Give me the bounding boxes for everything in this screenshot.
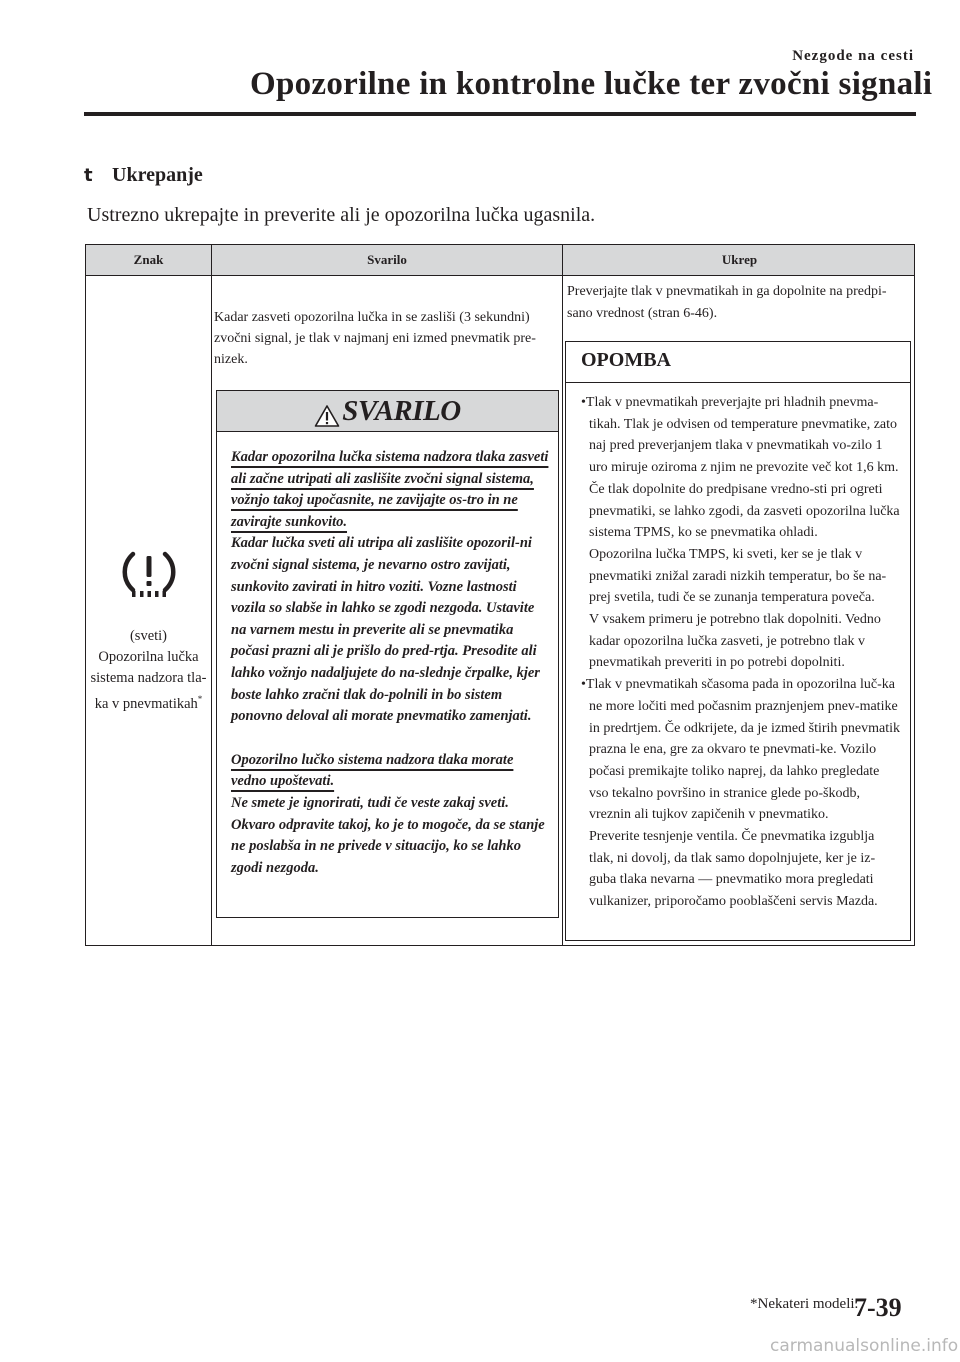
warning-paragraph <box>231 447 549 728</box>
page-title: Opozorilne in kontrolne lučke ter zvočni signali <box>250 66 933 102</box>
warning-emphasis: Kadar opozorilna lučka sistema nadzora tlaka zasveti ali začne utripati ali zaslišite zvočni signal sistema, vožnjo takoj upočasnite, ne zavijajte os-tro in ne zavirajte sunkovito. <box>231 449 549 530</box>
column-divider <box>211 245 212 945</box>
svarilo-description: Kadar zasveti opozorilna lučka in se zasliši (3 sekundni) zvočni signal, je tlak v najmanj eni izmed pnevmatik pre-nizek. <box>214 310 536 367</box>
header-svarilo: Svarilo <box>367 252 407 267</box>
warning-body <box>231 447 549 879</box>
note-title: OPOMBA <box>581 349 671 371</box>
symbol-caption-line: (sveti) <box>129 628 168 644</box>
title-rule <box>84 112 916 116</box>
ukrep-description: Preverjajte tlak v pnevmatikah in ga dopolnite na predpi-sano vrednost (stran 6-46). <box>567 284 887 321</box>
warning-title: SVARILO <box>342 395 461 427</box>
symbol-caption-line: sistema nadzora tla- <box>90 670 207 686</box>
symbol-caption <box>86 626 211 715</box>
section-title: Ukrepanje <box>112 164 203 186</box>
note-header <box>566 342 910 383</box>
watermark: carmanualsonline.info <box>770 1336 959 1356</box>
chapter-label: Nezgode na cesti <box>792 48 914 64</box>
warning-paragraph <box>231 750 549 880</box>
warning-text: Kadar lučka sveti ali utripa ali zaslišite opozoril-ni zvočni signal sistema, je nevarno ostro zavijati, sunkovito zavirati in hitro voziti. Vozne lastnosti vozila so slabše in lahko se zgodi nezgoda. Ustavite na varnem mestu in preverite ali se pnevmatika počasi prazni ali je prišlo do pred-rtja. Presodite ali lahko vožnjo nadaljujete do na-slednje črpalke, kjer boste lahko zračni tlak do-polnili in bo sistem ponovno deloval ali morate pnevmatiko zamenjati. <box>231 535 540 725</box>
header-znak: Znak <box>133 252 164 267</box>
note-bullet: •Tlak v pnevmatikah sčasoma pada in opozorilna luč-ka ne more ločiti med počasnim praznjenjem pnev-matike in predrtjem. Če odkrijete, da je izmed štirih pnevmatik prazna le ena, gre za okvaro te pnevmati-ke. Vozilo počasi premikajte toliko naprej, da lahko pregledate vso tekalno površino in stranice glede po-škodb, vreznin ali tujkov zapičenih v pnevmatiko. <box>581 677 901 823</box>
warning-box <box>216 390 559 918</box>
warning-triangle-icon <box>314 404 340 428</box>
symbol-caption-line: Opozorilna lučka <box>98 649 199 665</box>
warning-emphasis: Opozorilno lučko sistema nadzora tlaka morate vedno upoštevati. <box>231 751 514 790</box>
warning-text: Ne smete je ignorirati, tudi če veste zakaj sveti. Okvaro odpravite takoj, ko je to mogoče, da se stanje ne poslabša in ne privede v situacijo, ko se lahko zgodi nezgoda. <box>231 794 545 876</box>
action-table <box>85 244 915 946</box>
page-number: 7-39 <box>854 1293 902 1322</box>
note-paragraph: Preverite tesnjenje ventila. Če pnevmatika izgublja tlak, ni dovolj, da tlak samo dopolnjujete, ker je iz-guba tlaka nevarna ― pnevmatiko mora pregledati vulkanizer, priporočamo pooblaščeni servis Mazda. <box>589 829 878 910</box>
column-divider <box>562 245 563 945</box>
note-paragraph: V vsakem primeru je potrebno tlak dopolniti. Vedno kadar opozorilna lučka zasveti, je potrebno tlak v pnevmatikah preveriti in po potrebi dopolniti. <box>589 612 881 671</box>
note-bullet: •Tlak v pnevmatikah preverjajte pri hladnih pnevma-tikah. Tlak je odvisen od temperature pnevmatike, zato naj pred preverjanjem tlaka v pnevmatikah vo-zilo 1 uro miruje oziroma z njim ne prevozite več kot 1,6 km. Če tlak dopolnite do predpisane vredno-sti pri ogreti pnevmatiki, se lahko zgodi, da zasveti opozorilna lučka sistema TPMS, ko se pnevmatika ohladi. <box>581 395 900 541</box>
note-paragraph: Opozorilna lučka TMPS, ki sveti, ker se je tlak v pnevmatiki znižal zaradi nizkih temperatur, bo še na-prej svetila, tudi če se zunanja temperatura poveča. <box>589 546 887 606</box>
footnote-marker: * <box>197 694 203 704</box>
section-intro: Ustrezno ukrepajte in preverite ali je opozorilna lučka ugasnila. <box>87 204 596 226</box>
warning-header <box>217 391 558 432</box>
footnote: *Nekateri modeli. <box>750 1296 859 1312</box>
section-heading <box>84 164 203 187</box>
tpms-warning-icon <box>120 548 178 598</box>
symbol-caption-line: ka v pnevmatikah* <box>94 694 203 712</box>
note-box <box>565 341 911 941</box>
section-marker: t <box>84 165 93 186</box>
header-ukrep: Ukrep <box>721 252 758 267</box>
note-body <box>581 392 901 913</box>
